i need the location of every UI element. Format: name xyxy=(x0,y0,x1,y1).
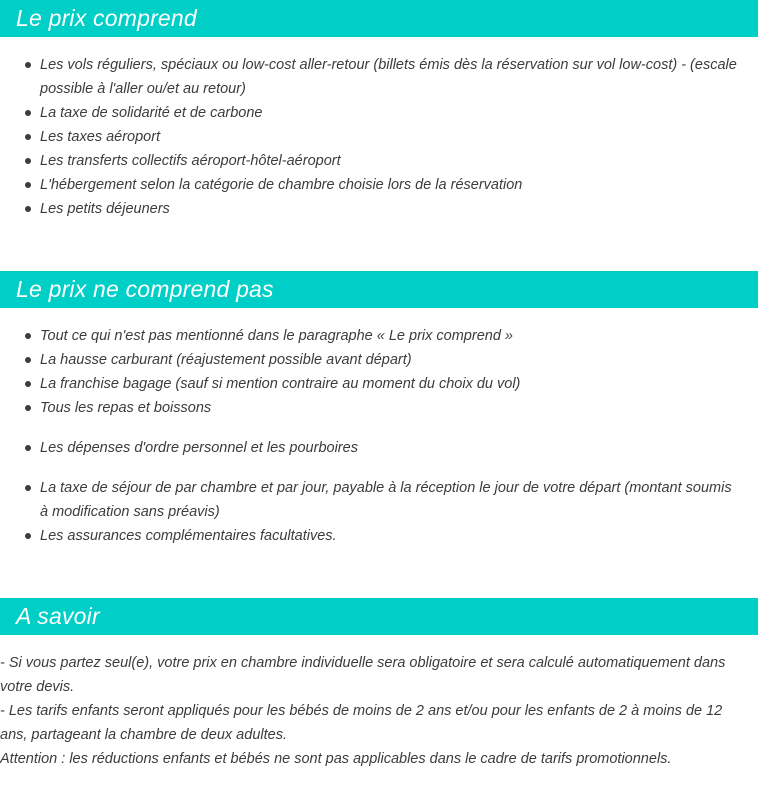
bullet-icon xyxy=(25,158,31,164)
list-item: La taxe de solidarité et de carbone xyxy=(0,101,758,125)
list-item: L'hébergement selon la catégorie de chambre choisie lors de la réservation xyxy=(0,173,758,197)
list-item: Les transferts collectifs aéroport-hôtel-aéroport xyxy=(0,149,758,173)
bullet-icon xyxy=(25,405,31,411)
included-list xyxy=(0,53,758,221)
section-header-excluded xyxy=(0,271,758,308)
list-item: Les vols réguliers, spéciaux ou low-cost aller-retour (billets émis dès la réservation sur vol low-cost) - (escale possible à l'aller ou/et au retour) xyxy=(0,53,758,101)
bullet-icon xyxy=(25,62,31,68)
section-header-included xyxy=(0,0,758,37)
list-item: Les taxes aéroport xyxy=(0,125,758,149)
bullet-icon xyxy=(25,134,31,140)
section-header-info xyxy=(0,598,758,635)
bullet-icon xyxy=(25,533,31,539)
section-title-excluded: Le prix ne comprend pas xyxy=(16,276,274,302)
bullet-icon xyxy=(25,110,31,116)
list-item: La franchise bagage (sauf si mention contraire au moment du choix du vol) xyxy=(0,372,758,396)
list-item: Les dépenses d'ordre personnel et les pourboires xyxy=(0,436,758,460)
list-item: Tout ce qui n'est pas mentionné dans le paragraphe « Le prix comprend » xyxy=(0,324,758,348)
excluded-list xyxy=(0,324,758,548)
info-line: - Les tarifs enfants seront appliqués pour les bébés de moins de 2 ans et/ou pour les enfants de 2 à moins de 12 ans, partageant la chambre de deux adultes. xyxy=(0,703,723,743)
bullet-icon xyxy=(25,381,31,387)
section-title-included: Le prix comprend xyxy=(16,5,197,31)
bullet-icon xyxy=(25,182,31,188)
bullet-icon xyxy=(25,485,31,491)
list-item: La hausse carburant (réajustement possible avant départ) xyxy=(0,348,758,372)
info-line: - Si vous partez seul(e), votre prix en chambre individuelle sera obligatoire et sera calculé automatiquement dans votre devis. xyxy=(0,655,726,695)
bullet-icon xyxy=(25,206,31,212)
list-item: Les petits déjeuners xyxy=(0,197,758,221)
info-line: Attention : les réductions enfants et bébés ne sont pas applicables dans le cadre de tarifs promotionnels. xyxy=(0,751,672,767)
bullet-icon xyxy=(25,445,31,451)
bullet-icon xyxy=(25,333,31,339)
section-title-info: A savoir xyxy=(16,603,100,629)
list-item: Tous les repas et boissons xyxy=(0,396,758,420)
list-item: Les assurances complémentaires facultatives. xyxy=(0,524,758,548)
info-text xyxy=(0,651,752,771)
list-item: La taxe de séjour de par chambre et par jour, payable à la réception le jour de votre départ (montant soumis à modification sans préavis) xyxy=(0,476,758,524)
bullet-icon xyxy=(25,357,31,363)
